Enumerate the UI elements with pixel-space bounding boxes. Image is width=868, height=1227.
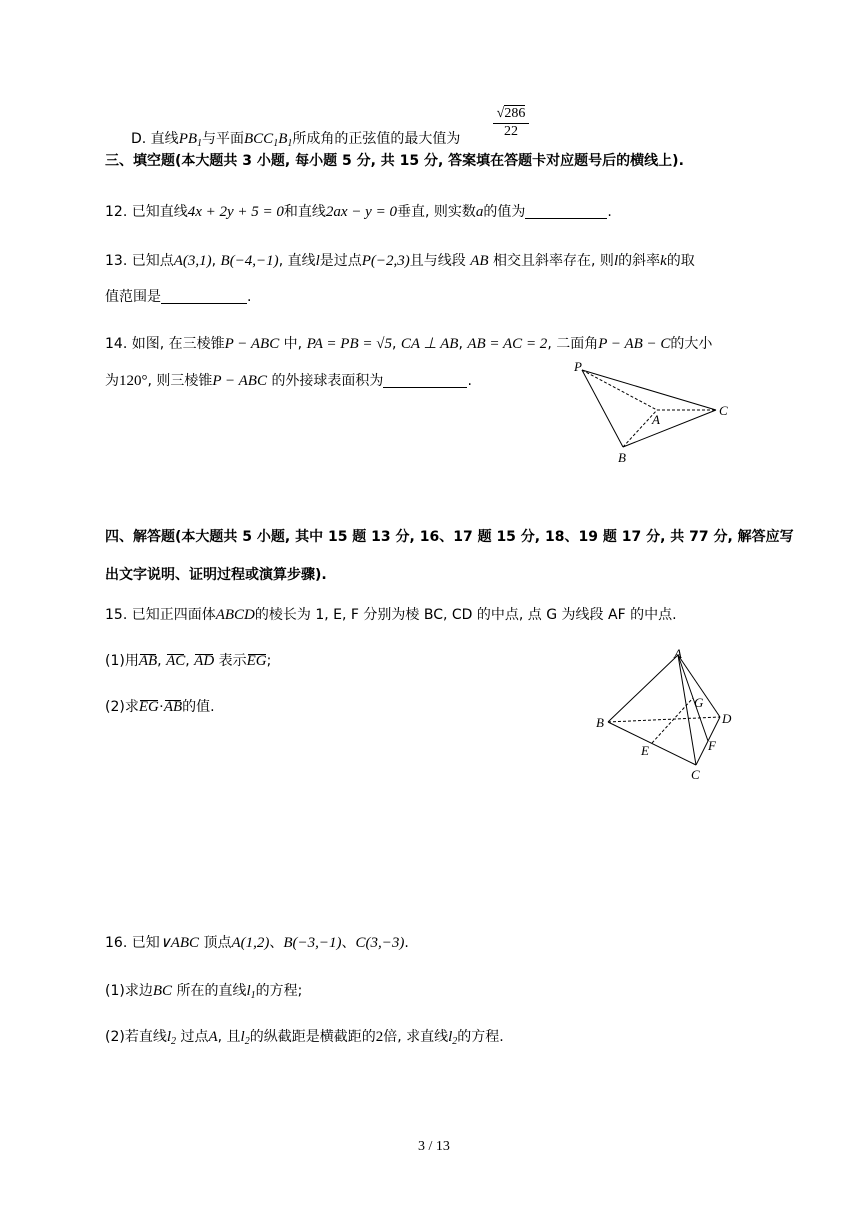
page-number: 3 / 13	[418, 1139, 450, 1154]
question-13-line-2: 值范围是 .	[105, 289, 252, 305]
max-sine-fraction	[493, 106, 529, 140]
midpoint-label-e: E	[641, 743, 649, 758]
question-13: 13. 已知点A(3,1), B(−4,−1), 直线l是过点P(−2,3)且与线段 AB 相交且斜率存在, 则l的斜率k的取	[105, 253, 695, 269]
equation-1: 4x + 2y + 5 = 0	[187, 204, 284, 220]
fraction-denominator: 22	[504, 124, 518, 139]
question-16-part-2: (2)若直线$l_2$ 过点A, 且$l_2$的纵截距是横截距的2倍, 求直线$l_2$的方程.	[105, 1029, 504, 1047]
vertex-label-d: D	[722, 711, 732, 726]
answer-blank-13	[161, 289, 247, 304]
tetrahedron-abcd-figure	[590, 645, 740, 785]
option-d: D. 直线$PB_1$与平面$BCC_1B_1$所成角的正弦值的最大值为	[131, 131, 461, 149]
plane-bcc1b1: $BCC_1B_1$	[244, 131, 293, 149]
question-15-part-2: (2)求EG·AB的值.	[105, 699, 215, 715]
section-3-title: 三、填空题(本大题共 3 小题, 每小题 5 分, 共 15 分, 答案填在答题卡对应题号后的横线上).	[105, 153, 684, 169]
midpoint-label-f: F	[708, 738, 716, 753]
vertex-label-b: B	[596, 715, 604, 730]
question-16-part-1: (1)求边BC 所在的直线$l_1$的方程;	[105, 983, 303, 1001]
vertex-label-b: B	[618, 450, 626, 465]
section-4-title-line-2: 出文字说明、证明过程或演算步骤).	[105, 567, 327, 583]
question-14-line-2: 为120°, 则三棱锥P − ABC 的外接球表面积为 .	[105, 373, 472, 389]
question-15: 15. 已知正四面体ABCD的棱长为 1, E, F 分别为棱 BC, CD 的中点, 点 G 为线段 AF 的中点.	[105, 607, 677, 623]
question-14: 14. 如图, 在三棱锥P − ABC 中, PA = PB = √5, CA ⊥ AB, AB = AC = 2, 二面角P − AB − C的大小	[105, 336, 713, 352]
question-16: 16. 已知∨ABC 顶点A(1,2)、B(−3,−1)、C(3,−3).	[105, 935, 409, 951]
answer-blank-14	[383, 373, 467, 388]
section-4-title: 四、解答题(本大题共 5 小题, 其中 15 题 13 分, 16、17 题 15 分, 18、19 题 17 分, 共 77 分, 解答应写	[105, 529, 794, 545]
option-d-prefix: D. 直线	[131, 131, 179, 147]
question-15-part-1: (1)用AB, AC, AD 表示EG;	[105, 653, 272, 669]
vertex-label-c: C	[691, 767, 700, 782]
pyramid-pabc-figure	[570, 355, 740, 470]
fraction-numerator: √286	[493, 106, 529, 124]
question-12: 12. 已知直线4x + 2y + 5 = 0和直线2ax − y = 0垂直, 则实数a的值为 .	[105, 204, 612, 220]
vertex-label-p: P	[574, 359, 582, 374]
equation-2: 2ax − y = 0	[325, 204, 397, 220]
vertex-label-a: A	[674, 646, 682, 661]
line-pb1: $PB_1$	[178, 131, 203, 149]
vertex-label-a: A	[652, 412, 660, 427]
midpoint-label-g: G	[694, 695, 704, 710]
answer-blank-12	[525, 204, 607, 219]
vertex-label-c: C	[719, 403, 728, 418]
